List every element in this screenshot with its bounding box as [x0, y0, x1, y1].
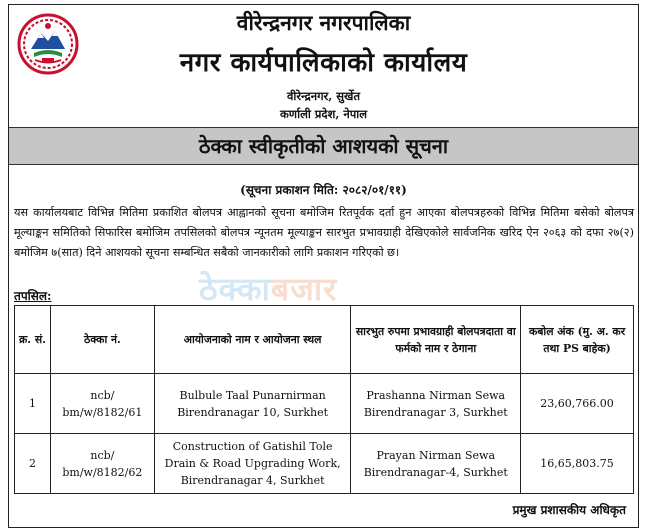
watermark-part-2: बजार: [270, 270, 338, 308]
cell-bidder: Prashanna Nirman Sewa Birendranagar 3, Surkhet: [351, 374, 521, 434]
table-header-row: [15, 306, 634, 374]
cell-project: Bulbule Taal Punarnirman Birendranagar 10, Surkhet: [154, 374, 351, 434]
cell-project: Construction of Gatishil Tole Drain & Road Upgrading Work, Birendranagar 4, Surkhet: [154, 434, 351, 494]
contract-table: [14, 305, 634, 494]
cell-sn: 2: [15, 434, 51, 494]
header-project: आयोजनाको नाम र आयोजना स्थल: [154, 306, 351, 374]
notice-body: यस कार्यालयबाट विभिन्न मितिमा प्रकाशित बोलपत्र आह्वानको सूचना बमोजिम रितपूर्वक दर्ता हुन आएका बोलपत्रहरुको विभिन्न मितिमा बसेको बोलपत्र मूल्याङ्कन समितिको सिफारिस बमोजिम तपसिलको बोलपत्र न्यूनतम मूल्याङ्कन सारभुत प्रभावग्राही देखिएकोले सार्वजनिक खरिद ऐन २०६३ को दफा २७(२) बमोजिम ७(सात) दिने आशयको सूचना सम्बन्धित सबैको जानकारीको लागि प्रकाशन गरिएको छ।: [14, 206, 634, 259]
notice-page: [8, 4, 639, 528]
signature-title: प्रमुख प्रशासकीय अधिकृत: [512, 503, 626, 517]
address-line-2: कर्णाली प्रदेश, नेपाल: [279, 107, 368, 121]
cell-bidder: Prayan Nirman Sewa Birendranagar-4, Surkhet: [351, 434, 521, 494]
cell-amount: 16,65,803.75: [521, 434, 634, 494]
details-label: तपसिल:: [14, 289, 52, 303]
notice-title: ठेक्का स्वीकृतीको आशयको सूचना: [198, 134, 449, 158]
table-row: [15, 374, 634, 434]
header-amount: कबोल अंक (मु. अ. कर तथा PS बाहेक): [521, 306, 634, 374]
municipality-name: वीरेन्द्रनगर नगरपालिका: [236, 10, 411, 35]
table-row: [15, 434, 634, 494]
cell-amount: 23,60,766.00: [521, 374, 634, 434]
header-bidder: सारभुत रुपमा प्रभावग्राही बोलपत्रदाता वा फर्मको नाम र ठेगाना: [351, 306, 521, 374]
header-contract-no: ठेक्का नं.: [50, 306, 154, 374]
cell-contract-no: ncb/ bm/w/8182/62: [50, 434, 154, 494]
watermark-part-1: ठेक्का: [199, 270, 271, 308]
office-name: नगर कार्यपालिकाको कार्यालय: [179, 48, 468, 78]
notice-title-banner: [9, 127, 638, 165]
address-line-1: वीरेन्द्रनगर, सुर्खेत: [286, 89, 361, 103]
header-sn: क्र. सं.: [15, 306, 51, 374]
cell-contract-no: ncb/ bm/w/8182/61: [50, 374, 154, 434]
published-date: (सूचना प्रकाशन मिति: २०८२/०१/११): [240, 183, 407, 197]
watermark: [199, 267, 337, 310]
cell-sn: 1: [15, 374, 51, 434]
